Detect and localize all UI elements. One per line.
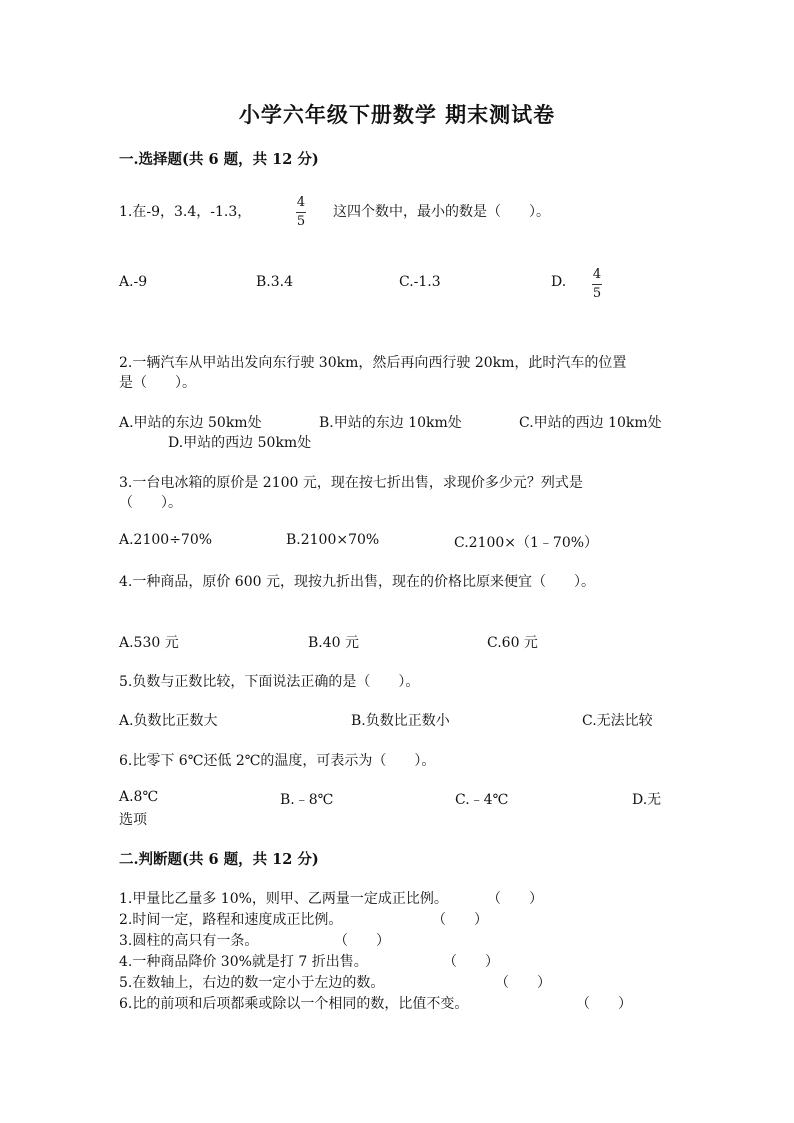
question-6-option-d-wrap: 选项 bbox=[119, 812, 147, 828]
question-2-stem-line2: 是（ ）。 bbox=[119, 375, 196, 391]
question-6-stem: 6.比零下 6℃还低 2℃的温度，可表示为（ ）。 bbox=[119, 753, 436, 769]
question-2-option-b[interactable]: B.甲站的东边 10km处 bbox=[319, 415, 462, 431]
question-1-stem-end: 这四个数中，最小的数是（ ）。 bbox=[333, 204, 550, 220]
question-1-option-d[interactable]: D. bbox=[551, 274, 567, 290]
fraction-numerator: 4 bbox=[296, 195, 306, 210]
tf-item-3-blank[interactable]: （ ） bbox=[334, 933, 390, 949]
question-3-stem-line1: 3.一台电冰箱的原价是 2100 元，现在按七折出售，求现价多少元？列式是 bbox=[119, 475, 583, 491]
question-2-stem-line1: 2.一辆汽车从甲站出发向东行驶 30km，然后再向西行驶 20km，此时汽车的位置 bbox=[119, 355, 627, 371]
question-6-option-a[interactable]: A.8℃ bbox=[119, 789, 159, 805]
tf-item-5-blank[interactable]: （ ） bbox=[495, 975, 551, 991]
question-4-option-a[interactable]: A.530 元 bbox=[119, 635, 179, 651]
question-2-option-d[interactable]: D.甲站的西边 50km处 bbox=[168, 435, 312, 451]
question-6-option-d[interactable]: D.无 bbox=[632, 792, 662, 808]
question-2-option-c[interactable]: C.甲站的西边 10km处 bbox=[519, 415, 662, 431]
question-1-option-c[interactable]: C.-1.3 bbox=[399, 274, 441, 290]
question-1-stem-start: 1.在-9，3.4，-1.3， bbox=[119, 204, 252, 220]
tf-item-6-text: 6.比的前项和后项都乘或除以一个相同的数，比值不变。 bbox=[119, 996, 469, 1012]
section-heading-choice: 一.选择题(共 6 题，共 12 分) bbox=[119, 151, 319, 168]
fraction-numerator: 4 bbox=[592, 267, 602, 282]
question-5-option-c[interactable]: C.无法比较 bbox=[582, 713, 653, 729]
question-4-stem: 4.一种商品，原价 600 元，现按九折出售，现在的价格比原来便宜（ ）。 bbox=[119, 574, 595, 590]
tf-item-2-blank[interactable]: （ ） bbox=[432, 912, 488, 928]
tf-item-1-blank[interactable]: （ ） bbox=[487, 891, 543, 907]
question-2-option-a[interactable]: A.甲站的东边 50km处 bbox=[119, 415, 262, 431]
section-heading-true-false: 二.判断题(共 6 题，共 12 分) bbox=[119, 851, 319, 868]
question-1-option-a[interactable]: A.-9 bbox=[119, 274, 148, 290]
tf-item-6-blank[interactable]: （ ） bbox=[576, 996, 632, 1012]
tf-item-3-text: 3.圆柱的高只有一条。 bbox=[119, 933, 259, 949]
tf-item-4-blank[interactable]: （ ） bbox=[443, 954, 499, 970]
question-1-fraction bbox=[296, 196, 306, 228]
fraction-denominator: 5 bbox=[592, 285, 602, 301]
question-4-option-c[interactable]: C.60 元 bbox=[487, 635, 538, 651]
question-5-option-a[interactable]: A.负数比正数大 bbox=[119, 713, 218, 729]
question-5-option-b[interactable]: B.负数比正数小 bbox=[351, 713, 450, 729]
tf-item-1-text: 1.甲量比乙量多 10%，则甲、乙两量一定成正比例。 bbox=[119, 891, 448, 907]
tf-item-2-text: 2.时间一定，路程和速度成正比例。 bbox=[119, 912, 343, 928]
question-6-option-c[interactable]: C.﹣4℃ bbox=[455, 792, 509, 808]
page-title: 小学六年级下册数学 期末测试卷 bbox=[238, 102, 556, 127]
fraction-denominator: 5 bbox=[296, 213, 306, 229]
question-6-option-b[interactable]: B.﹣8℃ bbox=[280, 792, 334, 808]
question-3-option-c[interactable]: C.2100×（1﹣70%） bbox=[454, 535, 599, 551]
question-3-option-a[interactable]: A.2100÷70% bbox=[119, 532, 213, 548]
tf-item-5-text: 5.在数轴上，右边的数一定小于左边的数。 bbox=[119, 975, 385, 991]
question-3-stem-line2: （ ）。 bbox=[119, 495, 182, 511]
question-4-option-b[interactable]: B.40 元 bbox=[308, 635, 360, 651]
question-5-stem: 5.负数与正数比较，下面说法正确的是（ ）。 bbox=[119, 674, 420, 690]
question-1-option-d-fraction bbox=[592, 268, 602, 300]
fraction-bar bbox=[592, 284, 602, 285]
question-3-option-b[interactable]: B.2100×70% bbox=[286, 532, 380, 548]
question-1-option-b[interactable]: B.3.4 bbox=[256, 274, 294, 290]
fraction-bar bbox=[296, 212, 306, 213]
tf-item-4-text: 4.一种商品降价 30%就是打 7 折出售。 bbox=[119, 954, 368, 970]
